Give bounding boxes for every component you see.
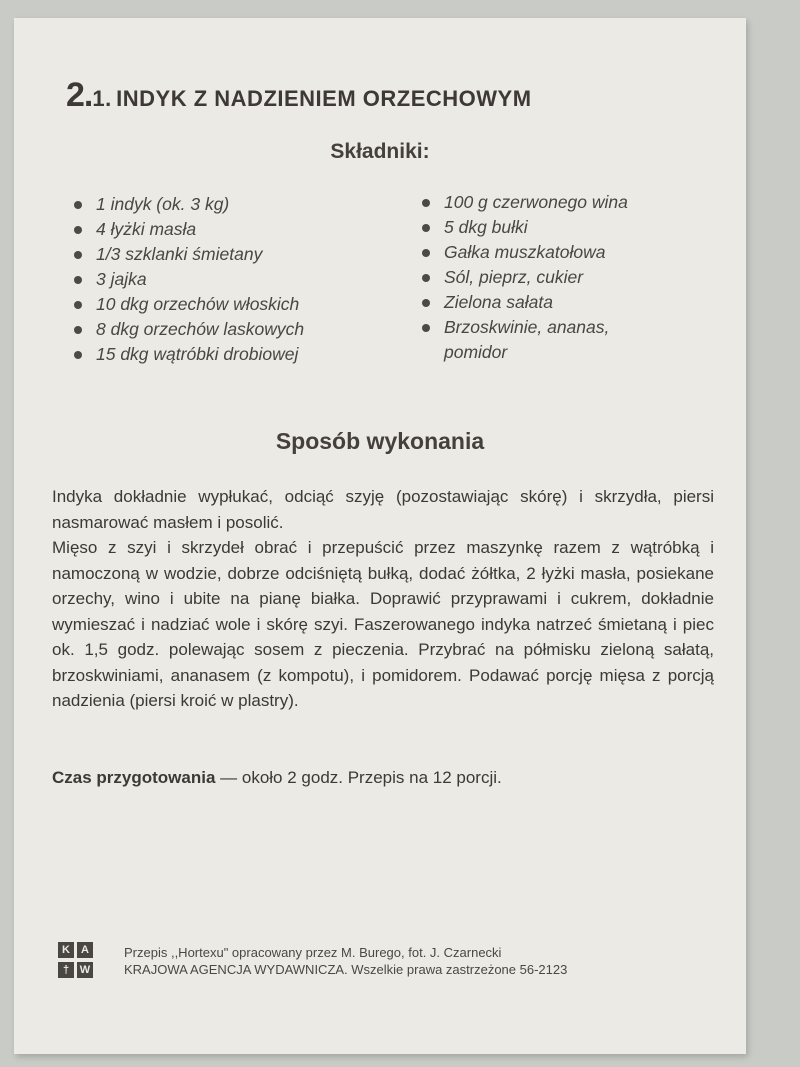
list-item: 8 dkg orzechów laskowych [74,317,304,342]
logo-letter: A [77,942,93,958]
title-text: INDYK Z NADZIENIEM ORZECHOWYM [116,86,532,111]
list-item-continuation: pomidor [444,342,508,362]
bullet-icon [74,251,82,259]
ingredients-heading: Składniki: [330,140,430,163]
ingredients-list-left [74,192,304,367]
footer-credits [124,944,724,978]
logo-letter: W [77,962,93,978]
logo-letter: † [58,962,74,978]
bullet-icon [422,274,430,282]
recipe-title [66,76,706,115]
list-item: 15 dkg wątróbki drobiowej [74,342,304,367]
list-item: Gałka muszkatołowa [422,240,722,265]
list-item: Sól, pieprz, cukier [422,265,722,290]
logo-letter: K [58,942,74,958]
list-item: 5 dkg bułki [422,215,722,240]
title-number: 2. [66,76,93,114]
bullet-icon [422,299,430,307]
recipe-card [14,18,746,1054]
title-sub-number: 1. [92,86,112,111]
method-paragraph: Indyka dokładnie wypłukać, odciąć szyję (pozostawiając skórę) i skrzydła, piersi nasmarować masłem i posolić. [52,487,714,532]
bullet-icon [74,301,82,309]
bullet-icon [74,326,82,334]
prep-time [52,768,712,788]
list-item: 1 indyk (ok. 3 kg) [74,192,304,217]
list-item: 10 dkg orzechów włoskich [74,292,304,317]
list-item: 3 jajka [74,267,304,292]
bullet-icon [422,199,430,207]
list-item: Brzoskwinie, ananas, pomidor [422,315,722,365]
method-heading: Sposób wykonania [275,428,485,454]
method-paragraph: Mięso z szyi i skrzydeł obrać i przepuścić przez maszynkę razem z wątróbką i namoczoną w wodzie, dobrze odciśniętą bułką, dodać żółtka, 2 łyżki masła, posiekane orzechy, wino i ubite na pianę białka. Doprawić przyprawami i cukrem, dokładnie wymieszać i nadziać wole i skórę szyi. Faszerowanego indyka natrzeć śmietaną i piec ok. 1,5 godz. polewając sosem z pieczenia. Przybrać na półmisku zieloną sałatą, brzoskwiniami, ananasem (z kompotu), i pomidorem. Podawać porcję mięsa z porcją nadzienia (piersi kroić w plastry). [52,538,714,710]
footer-line: KRAJOWA AGENCJA WYDAWNICZA. Wszelkie prawa zastrzeżone 56-2123 [124,962,568,977]
bullet-icon [74,351,82,359]
bullet-icon [422,224,430,232]
bullet-icon [422,324,430,332]
prep-time-text: — około 2 godz. Przepis na 12 porcji. [215,768,502,787]
footer-line: Przepis ,,Hortexu" opracowany przez M. Burego, fot. J. Czarnecki [124,945,502,960]
list-item: Zielona sałata [422,290,722,315]
prep-time-label: Czas przygotowania [52,768,216,787]
list-item: 4 łyżki masła [74,217,304,242]
list-item: 1/3 szklanki śmietany [74,242,304,267]
ingredients-list-right [422,190,722,365]
method-text [52,484,714,714]
bullet-icon [422,249,430,257]
publisher-logo [58,942,96,978]
list-item: 100 g czerwonego wina [422,190,722,215]
bullet-icon [74,226,82,234]
bullet-icon [74,201,82,209]
bullet-icon [74,276,82,284]
